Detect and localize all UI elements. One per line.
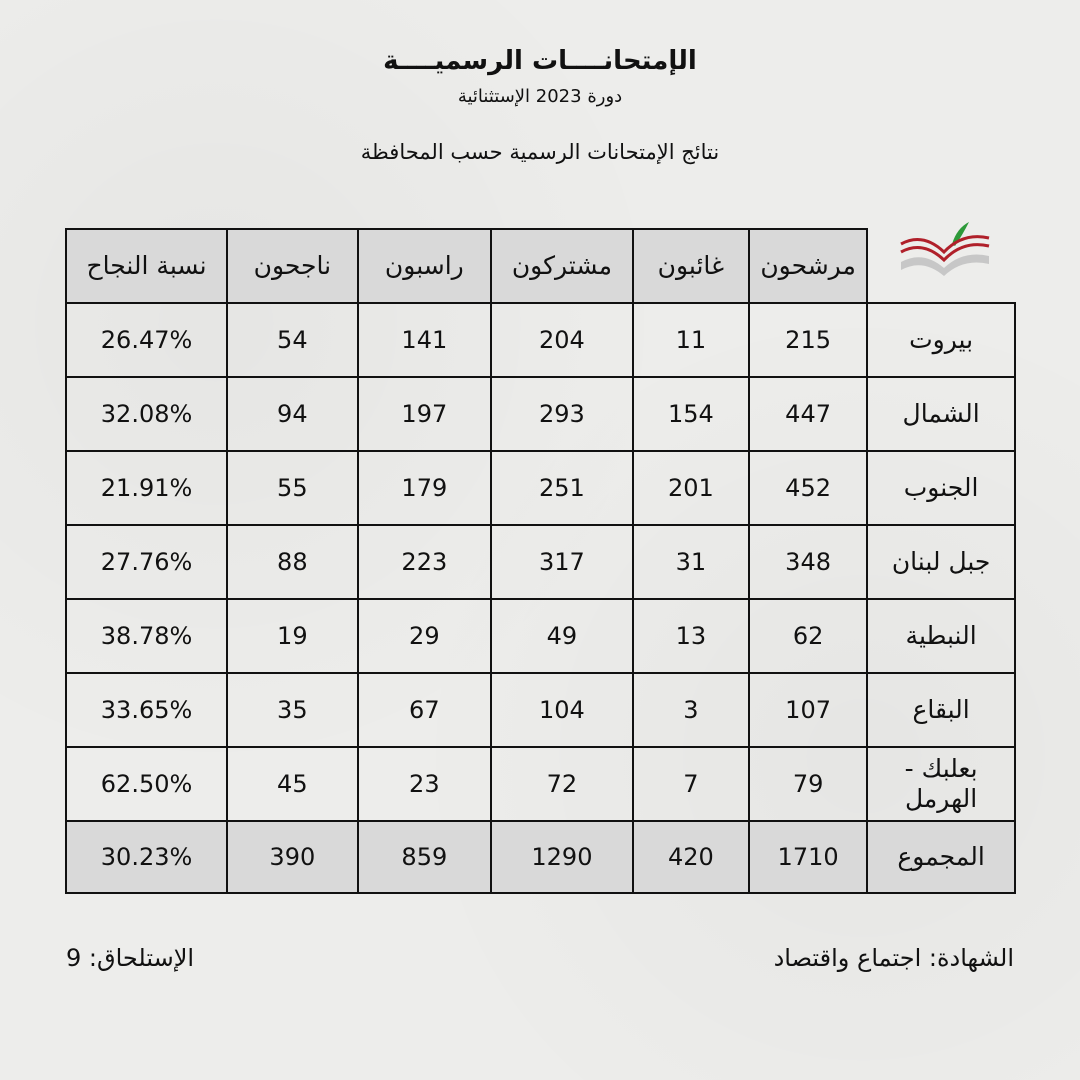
passed-cell: 19 <box>227 599 357 673</box>
total-absent-cell: 420 <box>633 821 749 893</box>
reapply-label: الإستلحاق: 9 <box>66 944 195 972</box>
absent-cell: 31 <box>633 525 749 599</box>
total-candidates-cell: 1710 <box>749 821 867 893</box>
total-pass-rate-cell: 30.23% <box>66 821 227 893</box>
failed-cell: 67 <box>358 673 492 747</box>
total-label-cell: المجموع <box>867 821 1015 893</box>
candidates-cell: 215 <box>749 303 867 377</box>
absent-cell: 7 <box>633 747 749 821</box>
table-row <box>66 303 1015 377</box>
header-pass-rate: نسبة النجاح <box>66 229 227 303</box>
failed-cell: 179 <box>358 451 492 525</box>
participants-cell: 251 <box>491 451 633 525</box>
region-cell: النبطية <box>867 599 1015 673</box>
passed-cell: 94 <box>227 377 357 451</box>
passed-cell: 45 <box>227 747 357 821</box>
page-subtitle: دورة 2023 الإستثنائية <box>457 86 623 107</box>
candidates-cell: 79 <box>749 747 867 821</box>
participants-cell: 293 <box>491 377 633 451</box>
absent-cell: 13 <box>633 599 749 673</box>
table-row <box>66 525 1015 599</box>
table-row <box>66 377 1015 451</box>
table-row <box>66 451 1015 525</box>
table-row <box>66 599 1015 673</box>
pass-rate-cell: 33.65% <box>66 673 227 747</box>
participants-cell: 49 <box>491 599 633 673</box>
passed-cell: 35 <box>227 673 357 747</box>
page-title: الإمتحانــــات الرسميــــة <box>383 46 697 76</box>
total-passed-cell: 390 <box>227 821 357 893</box>
header-corner <box>867 229 1015 303</box>
table-row <box>66 673 1015 747</box>
failed-cell: 23 <box>358 747 492 821</box>
failed-cell: 141 <box>358 303 492 377</box>
participants-cell: 72 <box>491 747 633 821</box>
header-absent: غائبون <box>633 229 749 303</box>
region-cell: الشمال <box>867 377 1015 451</box>
pass-rate-cell: 62.50% <box>66 747 227 821</box>
table-row <box>66 747 1015 821</box>
absent-cell: 154 <box>633 377 749 451</box>
participants-cell: 317 <box>491 525 633 599</box>
absent-cell: 3 <box>633 673 749 747</box>
region-cell: بيروت <box>867 303 1015 377</box>
pass-rate-cell: 21.91% <box>66 451 227 525</box>
header-passed: ناجحون <box>227 229 357 303</box>
absent-cell: 201 <box>633 451 749 525</box>
certificate-label: الشهادة: اجتماع واقتصاد <box>773 944 1014 972</box>
total-participants-cell: 1290 <box>491 821 633 893</box>
region-cell: البقاع <box>867 673 1015 747</box>
failed-cell: 29 <box>358 599 492 673</box>
pass-rate-cell: 26.47% <box>66 303 227 377</box>
header-failed: راسبون <box>358 229 492 303</box>
total-failed-cell: 859 <box>358 821 492 893</box>
candidates-cell: 452 <box>749 451 867 525</box>
pass-rate-cell: 32.08% <box>66 377 227 451</box>
candidates-cell: 62 <box>749 599 867 673</box>
section-title: نتائج الإمتحانات الرسمية حسب المحافظة <box>360 140 720 164</box>
region-cell: بعلبك - الهرمل <box>867 747 1015 821</box>
passed-cell: 55 <box>227 451 357 525</box>
candidates-cell: 107 <box>749 673 867 747</box>
participants-cell: 104 <box>491 673 633 747</box>
region-cell: جبل لبنان <box>867 525 1015 599</box>
results-table <box>65 228 1016 894</box>
participants-cell: 204 <box>491 303 633 377</box>
total-row <box>66 821 1015 893</box>
candidates-cell: 348 <box>749 525 867 599</box>
passed-cell: 88 <box>227 525 357 599</box>
header-candidates: مرشحون <box>749 229 867 303</box>
header-participants: مشتركون <box>491 229 633 303</box>
region-cell: الجنوب <box>867 451 1015 525</box>
passed-cell: 54 <box>227 303 357 377</box>
absent-cell: 11 <box>633 303 749 377</box>
failed-cell: 197 <box>358 377 492 451</box>
pass-rate-cell: 27.76% <box>66 525 227 599</box>
failed-cell: 223 <box>358 525 492 599</box>
candidates-cell: 447 <box>749 377 867 451</box>
pass-rate-cell: 38.78% <box>66 599 227 673</box>
header-row <box>66 229 1015 303</box>
